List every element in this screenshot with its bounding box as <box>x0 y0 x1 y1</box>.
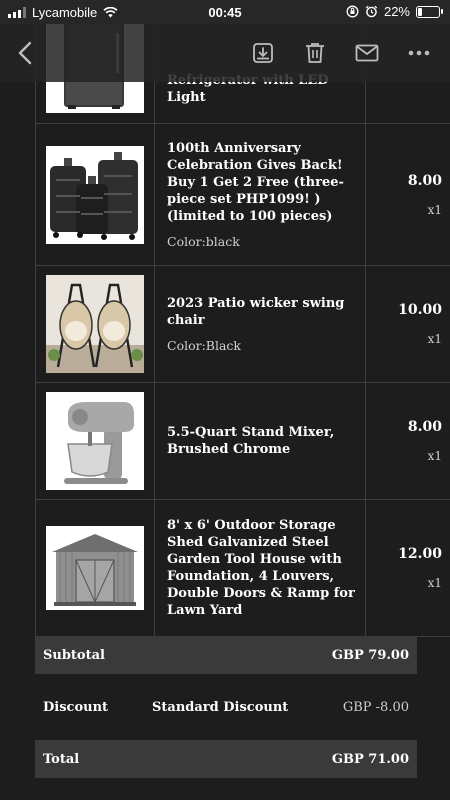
product-title: 5.5-Quart Stand Mixer, Brushed Chrome <box>167 425 335 457</box>
product-title: 8' x 6' Outdoor Storage Shed Galvanized Steel Garden Tool House with Foundation, 4 Louvers, Double Doors & Ramp for Lawn Yard <box>167 518 355 618</box>
product-image-cell <box>36 500 155 637</box>
status-time: 00:45 <box>208 5 242 20</box>
discount-value: GBP -8.00 <box>342 699 409 715</box>
product-quantity: x1 <box>427 576 442 590</box>
more-icon <box>408 50 430 56</box>
product-price: 12.00 <box>398 546 442 562</box>
product-price: 8.00 <box>407 419 442 435</box>
table-row <box>36 383 450 500</box>
alarm-icon <box>365 5 378 18</box>
status-right <box>346 4 440 19</box>
swing-chair-image <box>46 275 144 373</box>
archive-button[interactable] <box>244 34 282 72</box>
product-desc-cell <box>155 266 366 383</box>
archive-icon <box>252 42 274 64</box>
status-bar <box>0 0 450 24</box>
reply-mail-button[interactable] <box>348 34 386 72</box>
product-price-cell <box>366 383 450 500</box>
total-value: GBP 71.00 <box>331 751 409 767</box>
product-desc-cell <box>155 124 366 266</box>
product-quantity: x1 <box>427 332 442 346</box>
discount-row <box>35 688 417 726</box>
back-button[interactable] <box>6 34 44 72</box>
product-price: 10.00 <box>398 302 442 318</box>
total-label: Total <box>43 751 80 767</box>
product-price: 8.00 <box>407 172 442 189</box>
storage-shed-image <box>46 526 144 610</box>
rotation-lock-icon <box>346 5 359 18</box>
product-color: Color:Black <box>167 337 242 353</box>
back-arrow-icon <box>18 41 32 65</box>
product-image-cell <box>36 383 155 500</box>
product-price-cell <box>366 124 450 266</box>
product-image-cell <box>36 266 155 383</box>
more-button[interactable] <box>400 34 438 72</box>
subtotal-label: Subtotal <box>43 647 105 663</box>
battery-icon <box>416 6 440 18</box>
trash-icon <box>305 42 325 64</box>
total-row <box>35 740 417 778</box>
product-title: Light <box>167 90 206 105</box>
order-items-table <box>35 0 450 637</box>
product-color: Color:black <box>167 233 240 249</box>
discount-label: Discount <box>43 699 109 715</box>
product-quantity: x1 <box>427 202 442 217</box>
product-desc-cell <box>155 500 366 637</box>
mail-icon <box>355 44 379 62</box>
table-row <box>36 266 450 383</box>
product-price-cell <box>366 500 450 637</box>
product-price-cell <box>366 266 450 383</box>
stand-mixer-image <box>46 392 144 490</box>
product-title: 2023 Patio wicker swing chair <box>167 295 345 328</box>
product-desc-cell <box>155 383 366 500</box>
product-title: 100th Anniversary Celebration Gives Back! Buy 1 Get 2 Free (three-piece set PHP1099! ) (limited to 100 pieces) <box>167 140 344 224</box>
order-email-content <box>35 0 442 800</box>
subtotal-row <box>35 636 417 674</box>
product-quantity: x1 <box>427 449 442 463</box>
product-image-cell <box>36 124 155 266</box>
mail-toolbar <box>0 24 450 82</box>
delete-button[interactable] <box>296 34 334 72</box>
table-row <box>36 124 450 266</box>
battery-percent: 22% <box>383 4 410 19</box>
subtotal-value: GBP 79.00 <box>331 647 409 663</box>
table-row <box>36 500 450 637</box>
carrier-name: Lycamobile <box>32 5 98 20</box>
luggage-set-image <box>46 146 144 244</box>
discount-type: Standard Discount <box>152 699 289 715</box>
